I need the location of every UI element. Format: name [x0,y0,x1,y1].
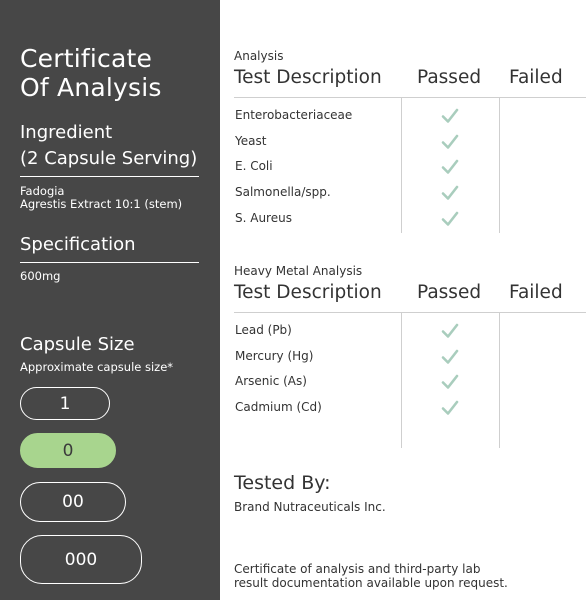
capsule-size-1-button[interactable]: 1 [20,387,110,420]
page-title [20,44,210,102]
heavy-metal-row-label: Lead (Pb) [235,323,292,337]
analysis-header-passed: Passed [417,67,482,88]
analysis-column-divider-1 [401,97,402,233]
check-icon [441,373,459,391]
heavy-metal-header-divider [234,312,586,313]
check-icon [441,348,459,366]
specification-value: 600mg [20,269,61,283]
capsule-size-heading: Capsule Size [20,334,135,355]
heavy-metal-header-test: Test Description [234,282,382,303]
analysis-row-label: Enterobacteriaceae [235,108,353,122]
capsule-size-subheading: Approximate capsule size* [20,360,174,374]
analysis-column-divider-2 [499,97,500,233]
title-line-1: Certificate [20,44,153,73]
ingredient-heading-line-2: (2 Capsule Serving) [20,148,198,169]
specification-divider [20,262,199,263]
documentation-note [234,562,534,590]
ingredient-divider [20,176,199,177]
check-icon [441,133,459,151]
heavy-metal-row-label: Mercury (Hg) [235,349,314,363]
analysis-caption: Analysis [234,49,284,63]
ingredient-name-line-2: Agrestis Extract 10:1 (stem) [20,197,183,211]
tested-by-company: Brand Nutraceuticals Inc. [234,500,386,514]
heavy-metal-column-divider-1 [401,312,402,448]
analysis-row-label: E. Coli [235,159,273,173]
documentation-note-line-2: result documentation available upon request. [234,576,508,590]
analysis-header-divider [234,97,586,98]
check-icon [441,322,459,340]
capsule-size-0-button[interactable]: 0 [20,433,116,468]
heavy-metal-row-label: Arsenic (As) [235,374,307,388]
check-icon [441,210,459,228]
check-icon [441,184,459,202]
ingredient-heading-line-1: Ingredient [20,122,113,143]
tested-by-heading: Tested By: [234,472,331,494]
capsule-size-00-button[interactable]: 00 [20,482,126,522]
check-icon [441,399,459,417]
title-line-2: Of Analysis [20,73,162,102]
sidebar-panel [0,0,220,600]
heavy-metal-caption: Heavy Metal Analysis [234,264,363,278]
analysis-row-label: S. Aureus [235,211,292,225]
analysis-row-label: Yeast [235,134,267,148]
specification-heading: Specification [20,234,136,255]
capsule-size-000-button[interactable]: 000 [20,535,142,584]
heavy-metal-row-label: Cadmium (Cd) [235,400,322,414]
heavy-metal-column-divider-2 [499,312,500,448]
heavy-metal-header-failed: Failed [509,282,563,303]
check-icon [441,107,459,125]
documentation-note-line-1: Certificate of analysis and third-party lab [234,562,481,576]
ingredient-name-line-1: Fadogia [20,184,65,198]
analysis-header-test: Test Description [234,67,382,88]
analysis-row-label: Salmonella/spp. [235,185,331,199]
check-icon [441,158,459,176]
heavy-metal-header-passed: Passed [417,282,482,303]
analysis-header-failed: Failed [509,67,563,88]
